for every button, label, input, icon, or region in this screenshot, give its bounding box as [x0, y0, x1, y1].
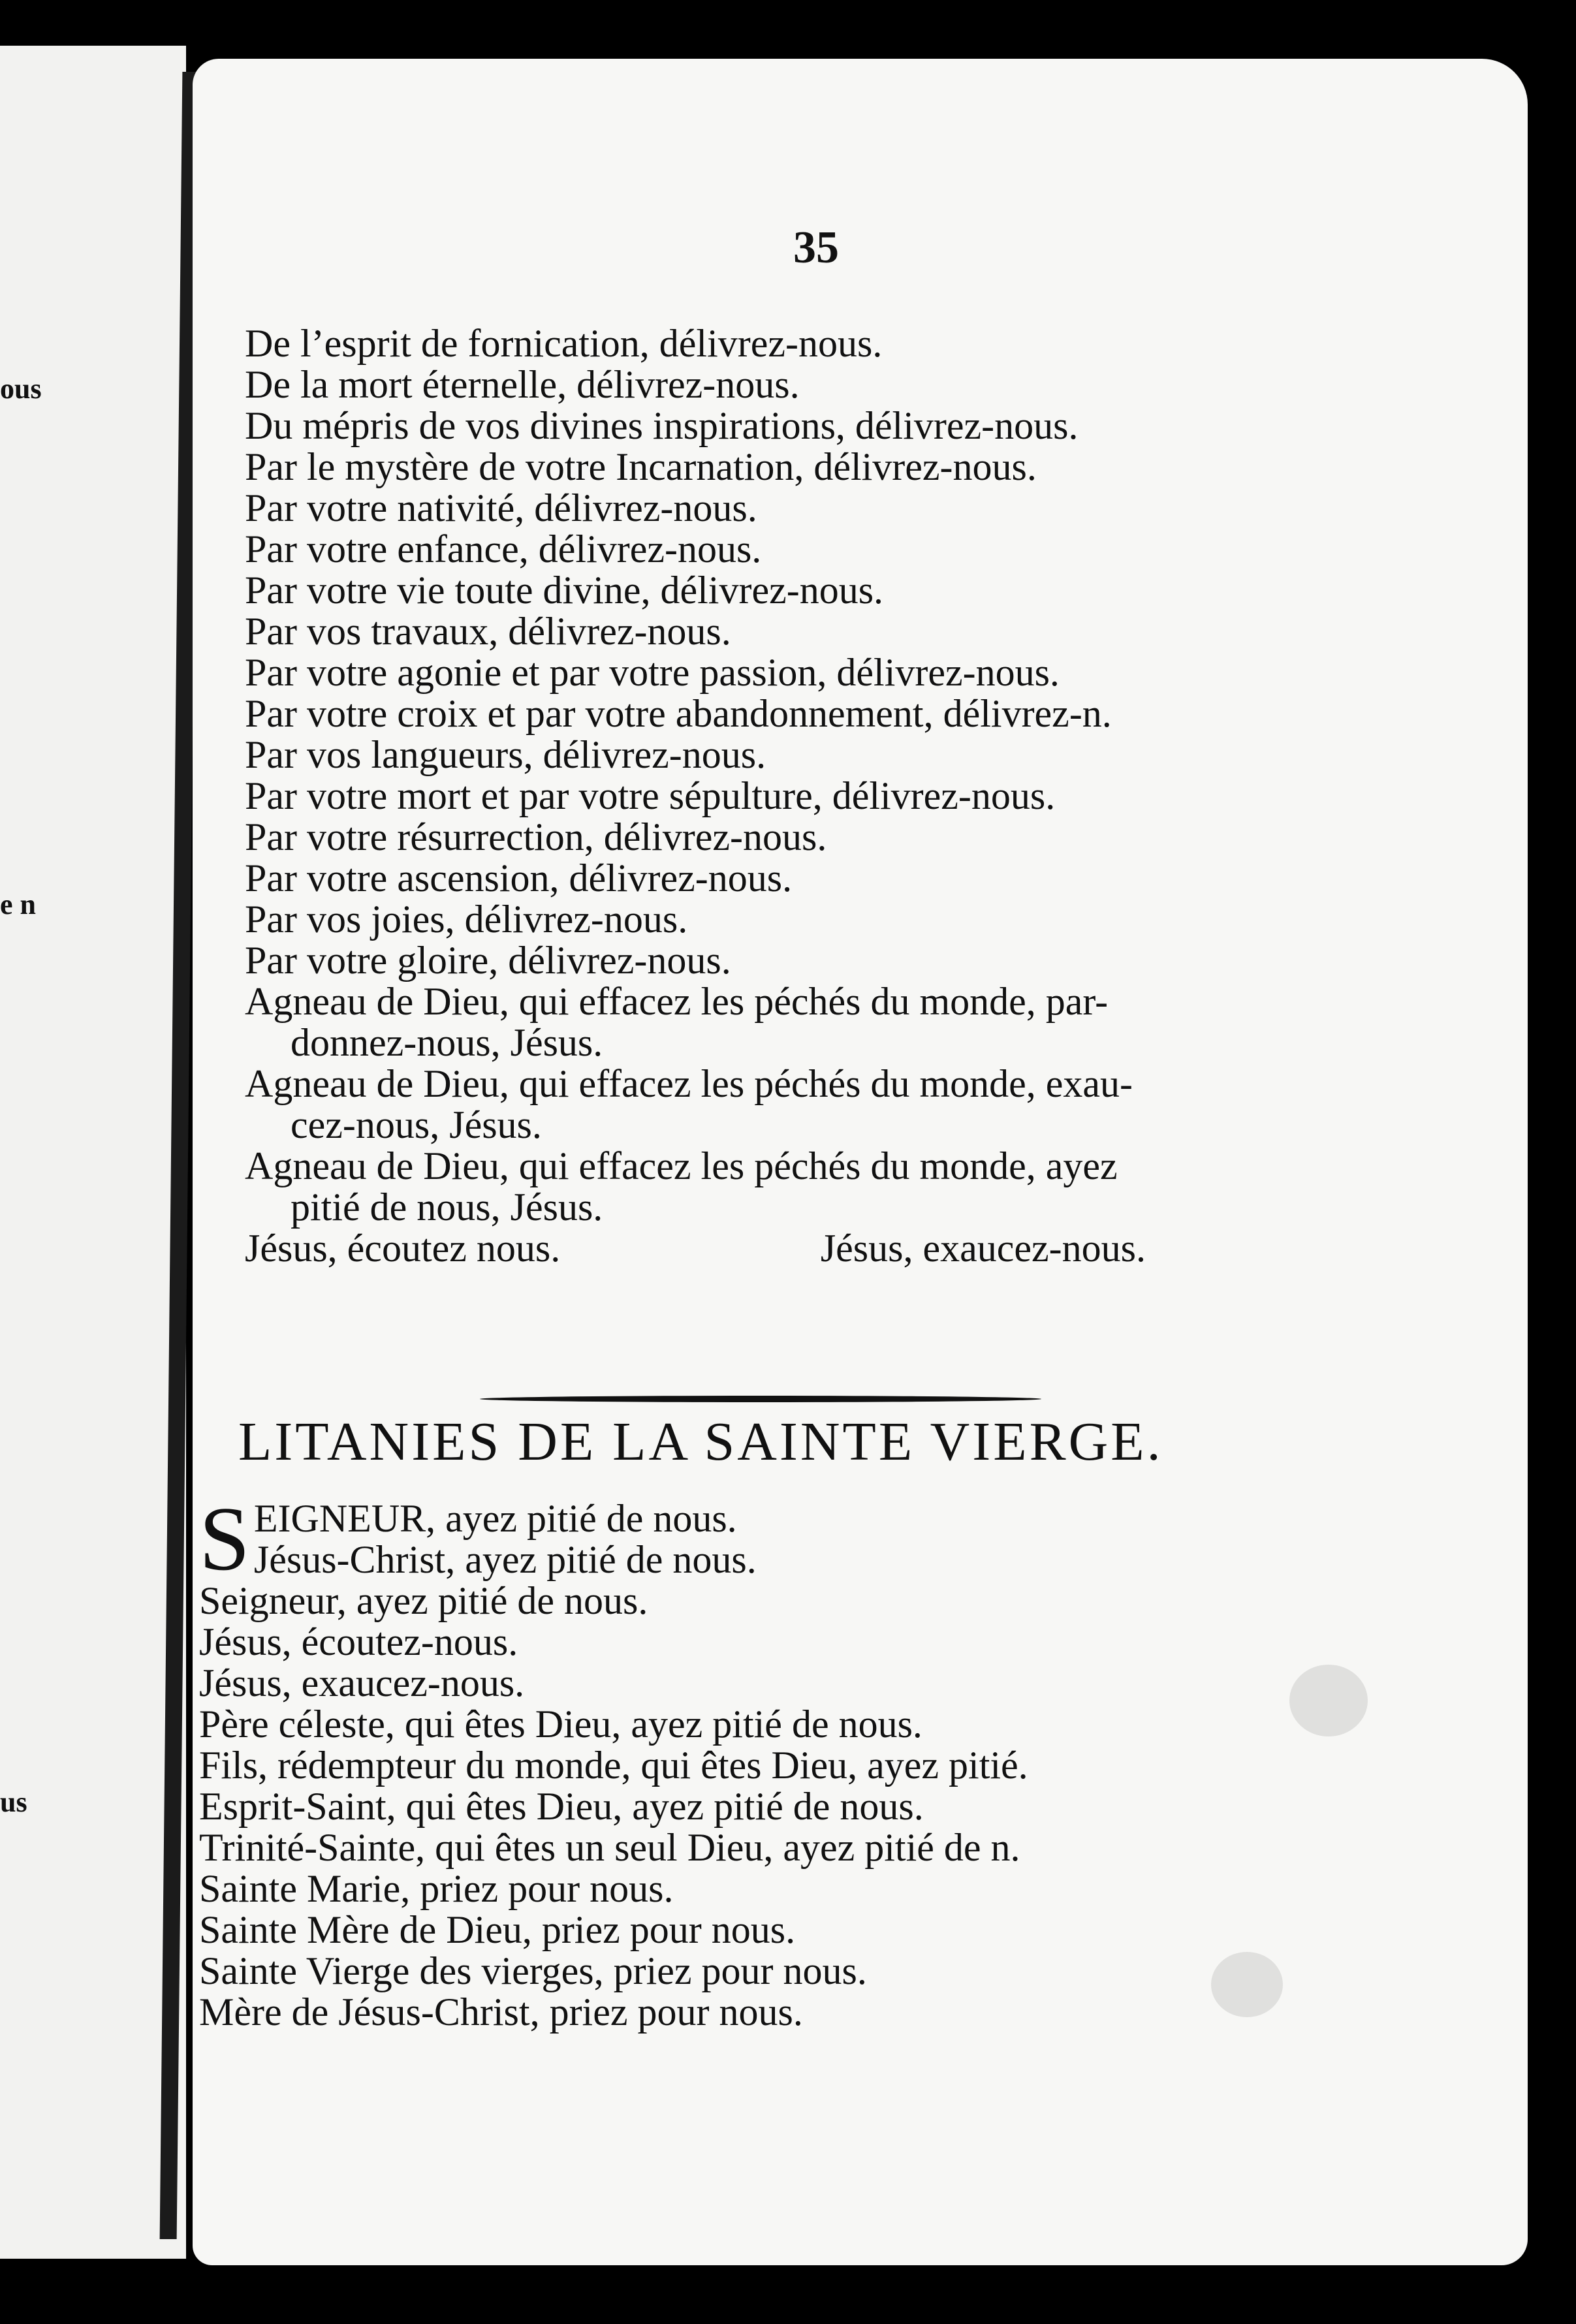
text-line: Par votre croix et par votre abandonnement, délivrez-n.	[245, 692, 1112, 735]
text-line: Par votre ascension, délivrez-nous.	[245, 856, 793, 900]
left-page-fragment: ous	[0, 373, 42, 405]
closing-right: Jésus, exaucez-nous.	[820, 1227, 1146, 1270]
drop-cap: S	[199, 1488, 250, 1590]
section-heading: LITANIES DE LA SAINTE VIERGE.	[238, 1411, 1163, 1472]
text-line: Par votre vie toute divine, délivrez-nous.	[245, 569, 884, 612]
text-line: pitié de nous, Jésus.	[291, 1186, 603, 1229]
closing-line	[245, 1228, 1146, 1269]
left-page-fragment: e n	[0, 888, 36, 920]
text-line: Père céleste, qui êtes Dieu, ayez pitié de nous.	[199, 1703, 922, 1746]
text-line: Jésus, écoutez-nous.	[199, 1620, 518, 1663]
text-line: Du mépris de vos divines inspirations, délivrez-nous.	[245, 404, 1079, 447]
closing-left: Jésus, écoutez nous.	[245, 1227, 561, 1270]
text-line: donnez-nous, Jésus.	[291, 1021, 603, 1064]
text-line: Agneau de Dieu, qui effacez les péchés du monde, ayez	[245, 1144, 1118, 1187]
text-line: De la mort éternelle, délivrez-nous.	[245, 363, 800, 406]
text-line: Par votre gloire, délivrez-nous.	[245, 939, 731, 982]
text-line: Sainte Marie, priez pour nous.	[199, 1867, 674, 1910]
text-line: Par votre mort et par votre sépulture, délivrez-nous.	[245, 774, 1056, 817]
text-line: Seigneur, ayez pitié de nous.	[199, 1579, 648, 1622]
text-line: Par votre nativité, délivrez-nous.	[245, 486, 757, 529]
text-line: Fils, rédempteur du monde, qui êtes Dieu, ayez pitié.	[199, 1744, 1028, 1787]
text-line: Agneau de Dieu, qui effacez les péchés du monde, par-	[245, 980, 1109, 1023]
page-number: 35	[793, 223, 839, 273]
text-line: De l’esprit de fornication, délivrez-nous.	[245, 322, 883, 365]
text-line: Mère de Jésus-Christ, priez pour nous.	[199, 1990, 803, 2034]
book-page	[193, 59, 1528, 2265]
text-line: Par vos travaux, délivrez-nous.	[245, 610, 731, 653]
text-line: Par votre résurrection, délivrez-nous.	[245, 815, 827, 858]
text-line: Agneau de Dieu, qui effacez les péchés du monde, exau-	[245, 1062, 1133, 1105]
text-line: Sainte Vierge des vierges, priez pour nous.	[199, 1949, 867, 1992]
left-page-edge	[0, 46, 186, 2259]
section-divider	[480, 1396, 1041, 1402]
text-line: Par vos langueurs, délivrez-nous.	[245, 733, 766, 776]
text-line: Par vos joies, délivrez-nous.	[245, 898, 688, 941]
text-line: Par votre agonie et par votre passion, délivrez-nous.	[245, 651, 1060, 694]
text-line: Par votre enfance, délivrez-nous.	[245, 527, 762, 571]
litany-of-virgin-text	[199, 1488, 1498, 2034]
text-line: EIGNEUR, ayez pitié de nous.	[253, 1497, 737, 1540]
text-line: Esprit-Saint, qui êtes Dieu, ayez pitié de nous.	[199, 1785, 924, 1828]
text-line: Sainte Mère de Dieu, priez pour nous.	[199, 1908, 796, 1951]
text-line: Par le mystère de votre Incarnation, délivrez-nous.	[245, 445, 1037, 488]
text-line: Jésus-Christ, ayez pitié de nous.	[253, 1538, 757, 1581]
text-line: Jésus, exaucez-nous.	[199, 1661, 525, 1704]
litany-of-jesus-text	[245, 323, 1524, 1269]
text-line: Trinité-Sainte, qui êtes un seul Dieu, ayez pitié de n.	[199, 1826, 1020, 1869]
left-page-fragment: us	[0, 1786, 27, 1818]
text-line: cez-nous, Jésus.	[291, 1103, 542, 1146]
